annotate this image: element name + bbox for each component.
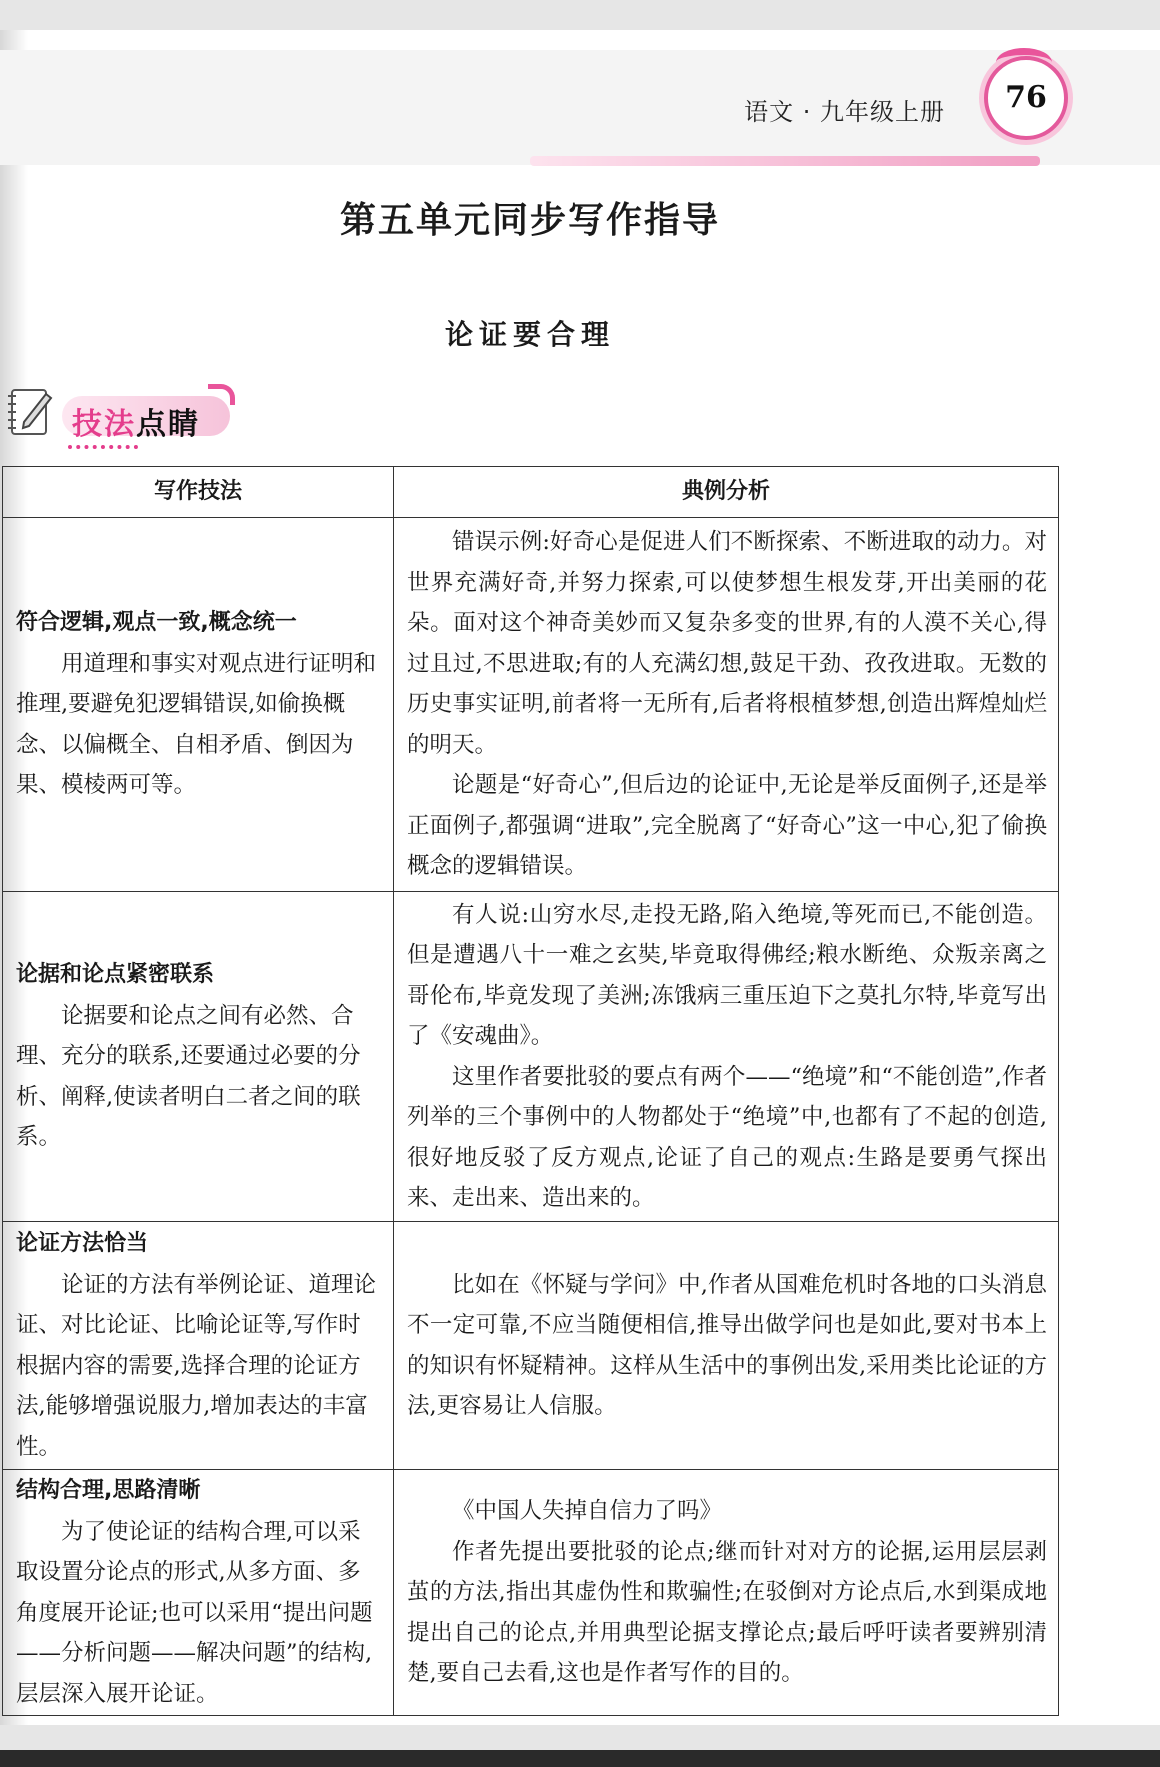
table-row [3, 892, 1059, 1222]
example-cell [394, 1222, 1059, 1470]
table-row [3, 1470, 1059, 1716]
example-paragraph: 《中国人失掉自信力了吗》 [452, 1498, 723, 1525]
example-paragraph: 论题是“好奇心”,但后边的论证中,无论是举反面例子,还是举正面例子,都强调“进取”,完全脱离了“好奇心”这一中心,犯了偷换概念的逻辑错误。 [407, 772, 1047, 880]
page-number: 76 [1005, 80, 1047, 115]
section-tag-dots [68, 441, 138, 449]
skill-body: 论据要和论点之间有必然、合理、充分的联系,还要通过必要的分析、阐释,使读者明白二者之间的联系。 [16, 1002, 361, 1151]
skill-cell [3, 1470, 394, 1716]
column-header-skill: 写作技法 [3, 467, 394, 518]
skill-cell [3, 892, 394, 1222]
table-header-row [3, 467, 1059, 518]
notebook-pencil-icon [6, 384, 54, 438]
skill-cell [3, 1222, 394, 1470]
example-paragraph: 错误示例:好奇心是促进人们不断探索、不断进取的动力。对世界充满好奇,并努力探索,可以使梦想生根发芽,开出美丽的花朵。面对这个神奇美妙而又复杂多变的世界,有的人漠不关心,得过且过,不思进取;有的人充满幻想,鼓足干劲、孜孜进取。无数的历史事实证明,前者将一无所有,后者将根植梦想,创造出辉煌灿烂的明天。 [407, 529, 1047, 758]
skill-body: 论证的方法有举例论证、道理论证、对比论证、比喻论证等,写作时根据内容的需要,选择合理的论证方法,能够增强说服力,增加表达的丰富性。 [16, 1271, 377, 1460]
skill-body: 用道理和事实对观点进行证明和推理,要避免犯逻辑错误,如偷换概念、以偏概全、自相矛盾、倒因为果、模棱两可等。 [16, 650, 377, 799]
example-paragraph: 有人说:山穷水尽,走投无路,陷入绝境,等死而已,不能创造。但是遭遇八十一难之玄奘,毕竟取得佛经;粮水断绝、众叛亲离之哥伦布,毕竟发现了美洲;冻饿病三重压迫下之莫扎尔特,毕竟写出了《安魂曲》。 [407, 901, 1047, 1049]
unit-title: 第五单元同步写作指导 [339, 200, 720, 241]
example-paragraph: 作者先提出要批驳的论点;继而针对对方的论据,运用层层剥茧的方法,指出其虚伪性和欺骗性;在驳倒对方论点后,水到渠成地提出自己的论点,并用典型论据支撑论点;最后呼吁读者要辨别清楚,要自己去看,这也是作者写作的目的。 [407, 1538, 1047, 1687]
section-tag-part2: 点睛 [136, 407, 200, 442]
section-tag-curl-icon [208, 384, 235, 405]
skill-title: 论证方法恰当 [16, 1231, 149, 1256]
sub-title: 论证要合理 [444, 318, 615, 351]
writing-guide-table [2, 466, 1059, 1716]
skill-body: 为了使论证的结构合理,可以采取设置分论点的形式,从多方面、多角度展开论证;也可以采用“提出问题——分析问题——解决问题”的结构,层层深入展开论证。 [16, 1518, 373, 1707]
skill-title: 符合逻辑,观点一致,概念统一 [16, 610, 297, 636]
table-row [3, 1222, 1059, 1470]
skill-title: 论据和论点紧密联系 [16, 962, 215, 988]
bottom-dark-band [0, 1750, 1160, 1767]
running-title: 语文 · 九年级上册 [744, 98, 945, 126]
example-cell [394, 1470, 1059, 1716]
skill-cell [3, 518, 394, 892]
section-tag [72, 399, 200, 443]
table-row [3, 518, 1059, 892]
example-cell [394, 518, 1059, 892]
skill-title: 结构合理,思路清晰 [16, 1478, 201, 1503]
header-pink-rule [530, 156, 1040, 166]
example-cell [394, 892, 1059, 1222]
example-paragraph: 比如在《怀疑与学问》中,作者从国难危机时各地的口头消息不一定可靠,不应当随便相信,推导出做学问也是如此,要对书本上的知识有怀疑精神。这样从生活中的事例出发,采用类比论证的方法,更容易让人信服。 [407, 1271, 1047, 1419]
column-header-example: 典例分析 [394, 467, 1059, 518]
example-paragraph: 这里作者要批驳的要点有两个——“绝境”和“不能创造”,作者列举的三个事例中的人物都处于“绝境”中,也都有了不起的创造,很好地反驳了反方观点,论证了自己的观点:生路是要勇气探出来、走出来、造出来的。 [407, 1063, 1047, 1211]
section-tag-part1: 技法 [72, 407, 136, 442]
